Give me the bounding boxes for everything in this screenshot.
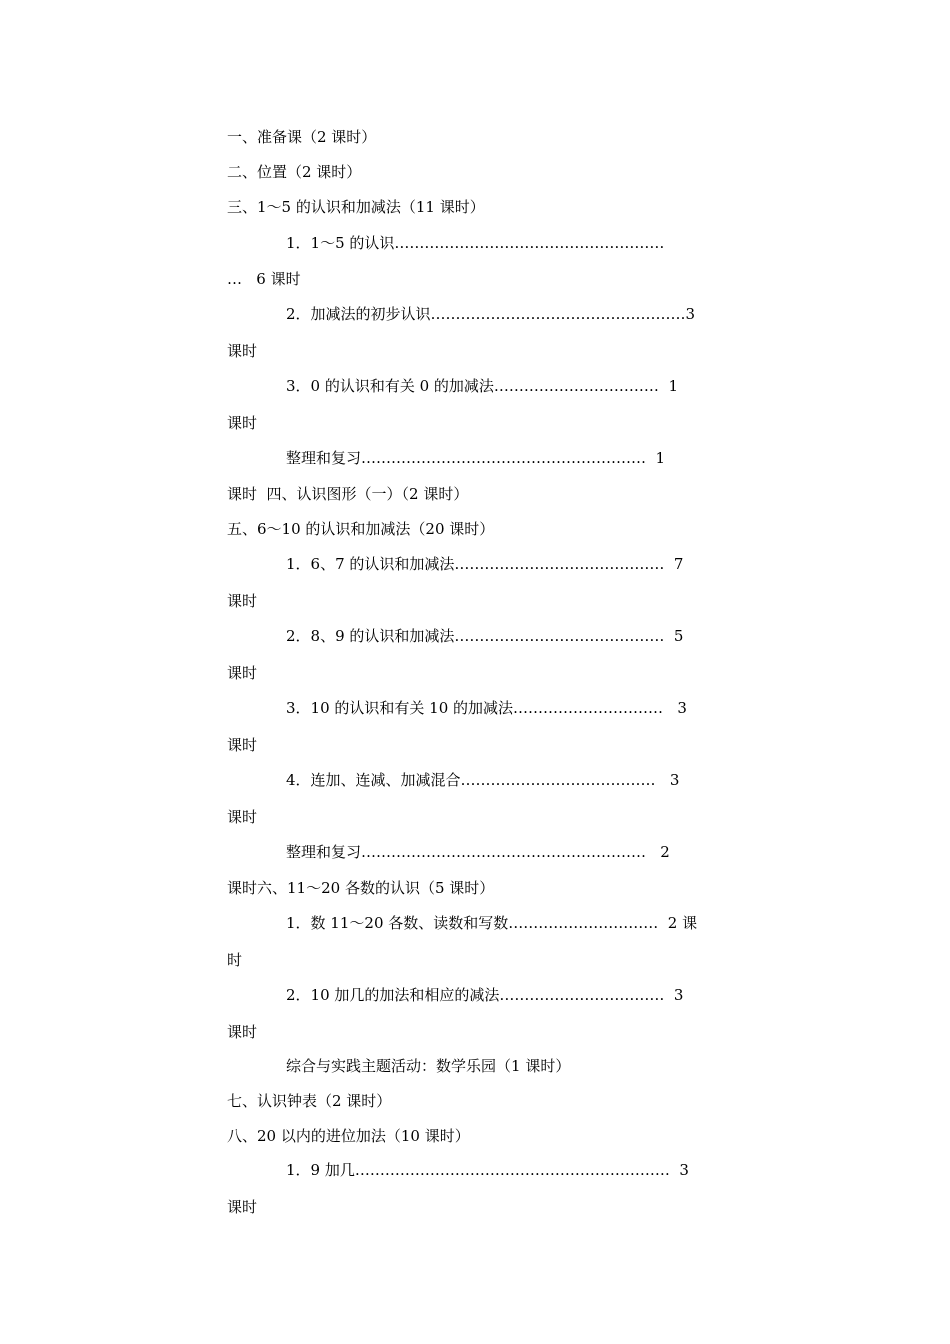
text-line: 课时六、11～20 各数的认识（5 课时） [227, 879, 495, 897]
text-line: 3．10 的认识和有关 10 的加减法………………………… 3 [286, 699, 687, 717]
text-line: 课时 [227, 414, 258, 432]
text-line: 二、位置（2 课时） [227, 163, 362, 181]
text-line: 课时 [227, 808, 258, 826]
text-line: 七、认识钟表（2 课时） [227, 1092, 392, 1110]
text-line: 2．10 加几的加法和相应的减法…………………………… 3 [286, 986, 684, 1004]
text-line: 三、1～5 的认识和加减法（11 课时） [227, 198, 485, 216]
text-line: 1．1～5 的认识……………………………………………… [286, 234, 665, 252]
text-line: 整理和复习………………………………………………… 2 [286, 843, 670, 861]
text-line: 课时 [227, 592, 258, 610]
text-line: 2．8、9 的认识和加减法…………………………………… 5 [286, 627, 684, 645]
text-line: 综合与实践主题活动：数学乐园（1 课时） [286, 1057, 571, 1075]
text-line: 整理和复习………………………………………………… 1 [286, 449, 666, 467]
text-line: 课时 [227, 1023, 258, 1041]
text-line: … 6 课时 [227, 270, 301, 288]
text-line: 1．6、7 的认识和加减法…………………………………… 7 [286, 555, 684, 573]
text-line: 一、准备课（2 课时） [227, 128, 377, 146]
text-line: 课时 [227, 736, 258, 754]
text-line: 八、20 以内的进位加法（10 课时） [227, 1127, 470, 1145]
text-line: 课时 [227, 342, 258, 360]
text-line: 1．9 加几……………………………………………………… 3 [286, 1161, 689, 1179]
text-line: 课时 [227, 1198, 258, 1216]
text-line: 课时 四、认识图形（一）（2 课时） [227, 485, 469, 503]
text-line: 时 [227, 951, 243, 969]
text-line: 课时 [227, 664, 258, 682]
text-line: 3．0 的认识和有关 0 的加减法…………………………… 1 [286, 377, 679, 395]
text-line: 2．加减法的初步认识……………………………………………3 [286, 305, 696, 323]
text-line: 五、6～10 的认识和加减法（20 课时） [227, 520, 495, 538]
text-line: 1．数 11～20 各数、读数和写数………………………… 2 课 [286, 914, 698, 932]
text-line: 4．连加、连减、加减混合………………………………… 3 [286, 771, 680, 789]
